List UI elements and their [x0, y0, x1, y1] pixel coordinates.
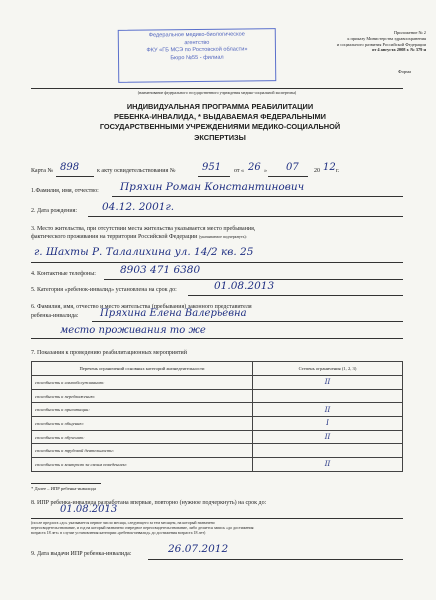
section-9-line — [148, 559, 403, 560]
stamp-line: агентство — [184, 39, 210, 46]
field-6-line-a — [92, 321, 403, 322]
act-year-suffix: г. — [336, 168, 340, 174]
field-4-label: 4. Контактные телефоны: — [31, 271, 96, 277]
limitation-grade: II — [324, 433, 331, 442]
table-header-grade: Степень ограничения (1, 2, 3) — [253, 362, 403, 376]
section-9-value: 26.07.2012 — [168, 543, 229, 555]
table-header-row — [32, 362, 403, 376]
limitation-name: способность к ориентации: — [32, 403, 253, 417]
table-row — [32, 417, 403, 431]
limitation-grade-cell — [253, 444, 403, 458]
limitation-grade: II — [324, 460, 331, 469]
footnote-separator — [31, 483, 101, 484]
field-5-value: 01.08.2013 — [214, 280, 275, 292]
title-line: ИНДИВИДУАЛЬНАЯ ПРОГРАММА РЕАБИЛИТАЦИИ — [126, 102, 314, 111]
footnote: * Далее – ИПР ребенка-инвалида — [31, 486, 97, 491]
field-3-label-b-wrap — [31, 234, 247, 241]
table-row — [32, 403, 403, 417]
appendix-order: к приказу Министерства здравоохранения — [347, 35, 426, 41]
stamp-line: ФКУ «ГБ МСЭ по Ростовской области» — [146, 46, 248, 54]
limitation-name: способность к самообслуживанию: — [32, 376, 253, 390]
section-8-note-c: возраста 18 лет» в случае установления категории «ребенок-инвалид» до достижения возраста 18 лет) — [31, 530, 206, 535]
appendix-number: Приложение № 2 — [393, 30, 426, 35]
field-3-label-b: фактического проживания на территории Российской Федерации — [31, 234, 198, 240]
field-3-value: г. Шахты Р. Талалихина ул. 14/2 кв. 25 — [34, 246, 254, 258]
field-1-line — [112, 196, 403, 197]
section-8-note-a: (после предлога «до» указывается первое число месяца, следующего за тем месяцем, на который назначено — [31, 520, 215, 525]
section-8-note-b: переосвидетельствование, и год на который назначено очередное переосвидетельствование, либо делается запись «до достижения — [31, 525, 254, 530]
section-7-label: 7. Показания к проведению реабилитационных мероприятий — [31, 350, 187, 356]
act-from-label: от « — [234, 168, 245, 174]
appendix-date: от 4 августа 2008 г. № 379 н — [371, 47, 426, 53]
stamp-line: Федеральное медико-биологическое — [148, 31, 245, 39]
institution-stamp — [118, 28, 277, 83]
act-label: к акту освидетельствования № — [97, 168, 176, 174]
act-month-line — [268, 176, 308, 177]
field-5-label: 5. Категория «ребенок-инвалид» установлена на срок до: — [31, 287, 177, 293]
limitation-grade-cell — [253, 417, 403, 431]
limitation-name: способность к трудовой деятельности: — [32, 444, 253, 458]
limitation-name: способность к обучению: — [32, 430, 253, 444]
appendix-header — [292, 30, 426, 53]
section-8-value: 01.08.2013 — [60, 504, 118, 515]
document-title — [40, 102, 400, 143]
section-8-label: 8. ИПР ребенка-инвалида разработана впервые, повторно (нужное подчеркнуть) на срок до: — [31, 500, 267, 506]
limitation-name: способность к общению: — [32, 417, 253, 431]
limitation-grade: I — [326, 419, 329, 428]
institution-line — [31, 88, 403, 89]
title-line: РЕБЕНКА-ИНВАЛИДА, * ВЫДАВАЕМАЯ ФЕДЕРАЛЬНЫМИ — [114, 112, 326, 122]
act-number: 951 — [202, 162, 222, 173]
limitation-grade-cell — [253, 430, 403, 444]
title-line: ГОСУДАРСТВЕННЫМИ УЧРЕЖДЕНИЯМИ МЕДИКО-СОЦИАЛЬНОЙ — [99, 122, 341, 132]
limitation-name: способность к контролю за своим поведением: — [32, 458, 253, 472]
institution-caption: (наименование федерального государственного учреждения медико-социальной экспертизы) — [137, 90, 297, 95]
act-day: 26 — [248, 162, 261, 173]
field-1-value: Пряхин Роман Константинович — [120, 181, 305, 193]
card-number-line — [56, 176, 94, 177]
limitation-grade: II — [324, 378, 331, 387]
table-row — [32, 430, 403, 444]
field-6-value-a: Пряхина Елена Валерьевна — [100, 308, 247, 319]
title-line: ЭКСПЕРТИЗЫ — [194, 132, 246, 142]
table-row — [32, 444, 403, 458]
field-2-value: 04.12. 2001г. — [102, 201, 175, 213]
table-row — [32, 458, 403, 472]
stamp-line: Бюро №55 - филиал — [170, 54, 224, 62]
field-3-label-b-note: (указываемое подчеркнуть): — [198, 234, 247, 239]
field-6-line-b — [31, 338, 403, 339]
field-6-value-b: место проживания то же — [60, 325, 206, 336]
field-3-label-a: 3. Место жительства, при отсутствии места жительства указывается место пребывания, — [31, 226, 256, 232]
appendix-ministry: и социального развития Российской Федерации — [336, 41, 426, 47]
card-label: Карта № — [31, 168, 54, 174]
form-label: Форма — [398, 69, 412, 74]
limitation-grade-cell — [253, 376, 403, 390]
section-8-line — [31, 518, 403, 519]
field-1-label: 1.Фамилия, имя, отчество: — [31, 188, 99, 194]
field-4-value: 8903 471 6380 — [120, 264, 201, 276]
limitation-grade-cell — [253, 403, 403, 417]
card-number: 898 — [60, 162, 80, 173]
table-row — [32, 389, 403, 403]
section-9-label: 9. Дата выдачи ИПР ребенка-инвалида: — [31, 551, 132, 557]
act-month: 07 — [286, 162, 299, 173]
field-6-label-b: ребенка-инвалида: — [31, 313, 79, 319]
table-row — [32, 376, 403, 390]
field-2-label: 2. Дата рождения: — [31, 208, 78, 214]
field-5-line — [188, 295, 403, 296]
act-number-line — [198, 176, 230, 177]
act-year-prefix: 20 — [314, 168, 320, 174]
field-6-label-a: 6. Фамилия, имя, отчество и место жительства (пребывания) законного представителя — [31, 304, 252, 310]
act-year: 12 — [323, 162, 336, 173]
act-day-close: » — [264, 168, 267, 174]
field-3-line — [31, 262, 403, 263]
limitation-name: способность к передвижению: — [32, 389, 253, 403]
limitation-grade: II — [324, 405, 331, 414]
table-header-category: Перечень ограничений основных категорий жизнедеятельности — [32, 362, 253, 376]
limitation-grade-cell — [253, 389, 403, 403]
field-2-line — [88, 216, 403, 217]
limitations-table — [31, 361, 403, 472]
limitation-grade-cell — [253, 458, 403, 472]
